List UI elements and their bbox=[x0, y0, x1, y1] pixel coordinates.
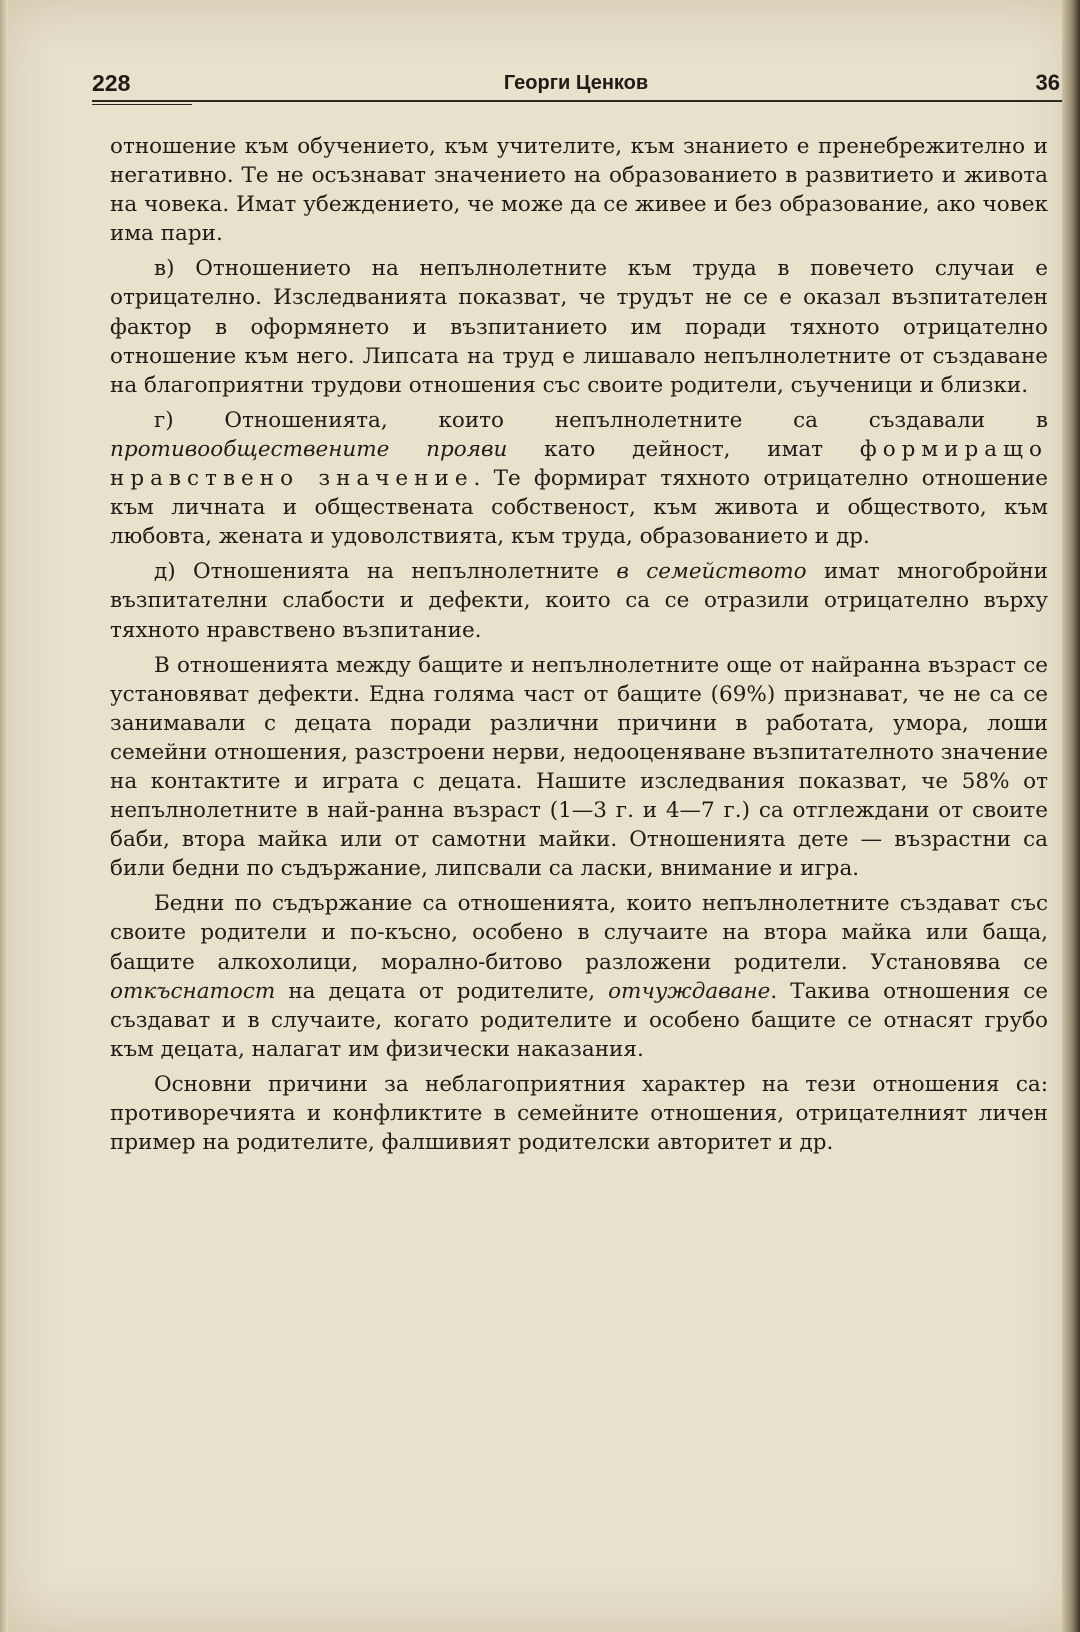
folio-mark: 36 bbox=[1035, 70, 1060, 95]
paragraph-continuation: отношение към обучението, към учителите, към знанието е пренебрежително и негативно. Те не осъзнават значението на образованието в развитието и живота на човека. Имат убеждението, че може да се живее и без образование, ако човек има пари. bbox=[110, 134, 1048, 247]
page-left-edge bbox=[0, 0, 8, 1632]
paragraph-fathers: В отношенията между бащите и непълнолетните още от найранна възраст се установяват дефекти. Една голяма част от бащите (69%) признават, че не са се занимавали с децата поради различни причини в работата, умора, лоши семейни отношения, разстроени нерви, недооценяване възпитателното значение на контактите и играта с децата. Нашите изследвания показват, че 58% от непълнолетните в най-ранна възраст (1—3 г. и 4—7 г.) са отглеждани от своите баби, втора майка или от самотни майки. Отношенията дете — възрастни са били бедни по съдържание, липсвали са ласки, внимание и игра. bbox=[110, 652, 1048, 882]
paragraph-v-labor: в) Отношението на непълнолетните към труда в повечето случаи е отрицателно. Изследванията показват, че трудът не се е оказал възпитателен фактор в оформянето и възпитанието им поради тяхното отрицателно отношение към него. Липсата на труд е лишавало непълнолетните от създаване на благоприятни трудови отношения със своите родители, съученици и близки. bbox=[110, 256, 1048, 398]
paragraph-poor-relations: Бедни по съдържание са отношенията, които непълнолетните създават със своите родители и по-късно, особено в случаите на втора майка или баща, бащите алкохолици, морално-битово разложени родители. Установява се откъснатост на децата от родителите, отчуждаване. Такива отношения се създават и в случаите, когато родителите и особено бащите се отнасят грубо към децата, налагат им физически наказания. bbox=[110, 891, 1048, 1062]
page-header bbox=[92, 70, 1060, 104]
header-rule bbox=[92, 100, 1062, 102]
header-rule-short bbox=[92, 104, 192, 105]
paragraph-main-causes: Основни причини за неблагоприятния характер на тези отношения са: противоречията и конфликтите в семейните отношения, отрицателният личен пример на родителите, фалшивият родителски авторитет и др. bbox=[110, 1071, 1048, 1156]
running-head-author: Георги Ценков bbox=[503, 72, 649, 94]
paragraph-g-antisocial: г) Отношенията, които непълнолетните са създавали в противообществените прояви като дейност, имат формиращо нравствено значение. Те формират тяхното отрицателно отношение към личната и обществената собственост, към живота и обществото, към любовта, жената и удоволствията, към труда, образованието и др. bbox=[110, 407, 1048, 550]
page-right-edge bbox=[1062, 0, 1080, 1632]
paragraph-d-family: д) Отношенията на непълнолетните в семейството имат многобройни възпитателни слабости и дефекти, които са се отразили отрицателно върху тяхното нравствено възпитание. bbox=[110, 559, 1048, 643]
page-number: 228 bbox=[92, 70, 131, 96]
body-text bbox=[110, 132, 1048, 1157]
